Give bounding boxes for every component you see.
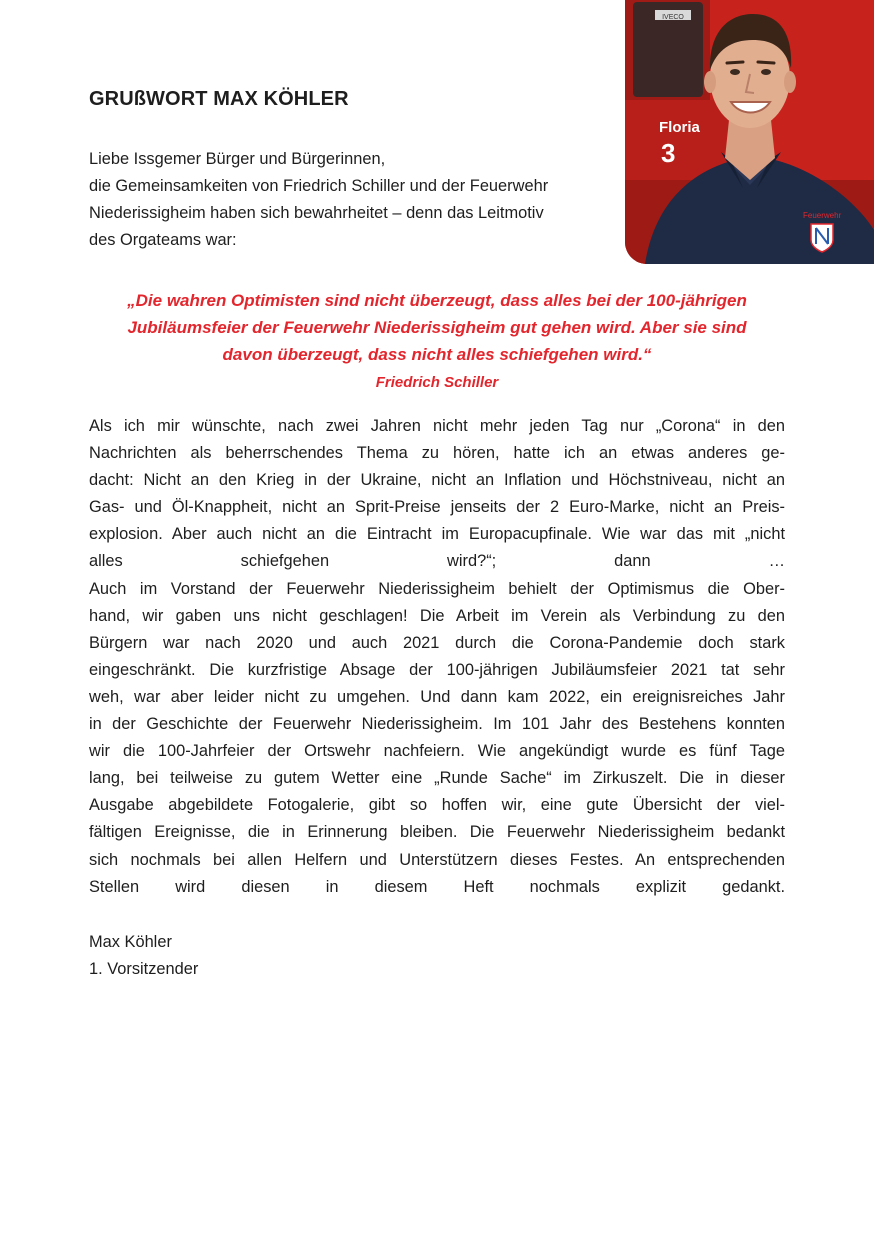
body-line: fältigen Ereignisse, die in Erinnerung bleiben. Die Feuerwehr Niederissigheim bedankt [89,823,785,842]
main-paragraph [89,413,785,901]
page-title: GRUßWORT MAX KÖHLER [89,88,349,110]
body-line: in der Geschichte der Feuerwehr Niederissigheim. Im 101 Jahr des Bestehens konnten [89,715,785,734]
intro-paragraph [89,146,609,254]
body-line: Stellen wird diesen in diesem Heft nochmals explizit gedankt. [89,877,785,896]
intro-line: des Orgateams war: [89,231,237,249]
body-line: explosion. Aber auch nicht an die Eintracht im Europacupfinale. Wie war das mit „nicht [89,525,785,544]
body-line: alles schiefgehen wird?“; dann … [89,552,785,571]
intro-line: die Gemeinsamkeiten von Friedrich Schiller und der Feuerwehr [89,177,549,195]
body-line: Auch im Vorstand der Feuerwehr Niederissigheim behielt der Optimismus die Ober- [89,579,785,598]
body-line: wir die 100-Jahrfeier der Ortswehr nachfeiern. Wie angekündigt wurde es fünf Tage [89,742,785,761]
body-line: Gas- und Öl-Knappheit, nicht an Sprit-Preise jenseits der 2 Euro-Marke, nicht an Preis- [89,498,785,517]
body-line: Als ich mir wünschte, nach zwei Jahren nicht mehr jeden Tag nur „Corona“ in den [89,417,785,435]
body-line: Bürgern war nach 2020 und auch 2021 durch die Corona-Pandemie doch stark [89,633,785,652]
truck-number: 3 [661,138,676,168]
quote-author: Friedrich Schiller [375,374,499,391]
signature-name: Max Köhler [89,933,172,951]
intro-line: Niederissigheim haben sich bewahrheitet – denn das Leitmotiv [89,204,544,222]
signature-role: 1. Vorsitzender [89,960,199,978]
body-line: sich nochmals bei allen Helfern und Unterstützern dieses Festes. An entsprechenden [89,850,785,869]
truck-lettering: Floria [659,119,700,136]
portrait-photo [625,0,874,264]
body-line: Nachrichten als beherrschendes Thema zu hören, hatte ich an etwas anderes ge- [89,444,785,463]
body-line: dacht: Nicht an den Krieg in der Ukraine, nicht an Inflation und Höchstniveau, nicht an [89,471,785,490]
body-line: weh, war aber leider nicht zu umgehen. Und dann kam 2022, ein ereignisreiches Jahr [89,687,785,706]
quote-line: Jubiläumsfeier der Feuerwehr Niederissigheim gut gehen wird. Aber sie sind [127,318,747,337]
intro-line: Liebe Issgemer Bürger und Bürgerinnen, [89,150,386,168]
highlight-quote [89,287,785,368]
truck-brand: IVECO [662,14,684,21]
body-line: Ausgabe abgebildete Fotogalerie, gibt so hoffen wir, eine gute Übersicht der viel- [89,796,785,815]
signature-block [89,929,489,983]
quote-line: davon überzeugt, dass nicht alles schiefgehen wird.“ [222,345,652,364]
body-line: hand, wir gaben uns nicht geschlagen! Die Arbeit im Verein als Verbindung zu den [89,606,785,625]
portrait-illustration [625,0,874,264]
body-line: eingeschränkt. Die kurzfristige Absage der 100-jährigen Jubiläumsfeier 2021 tat sehr [89,660,785,679]
quote-line: „Die wahren Optimisten sind nicht überzeugt, dass alles bei der 100-jährigen [127,291,747,310]
body-line: lang, bei teilweise zu gutem Wetter eine „Runde Sache“ im Zirkuszelt. Die in dieser [89,769,785,788]
shirt-lettering: Feuerwehr [803,211,842,220]
